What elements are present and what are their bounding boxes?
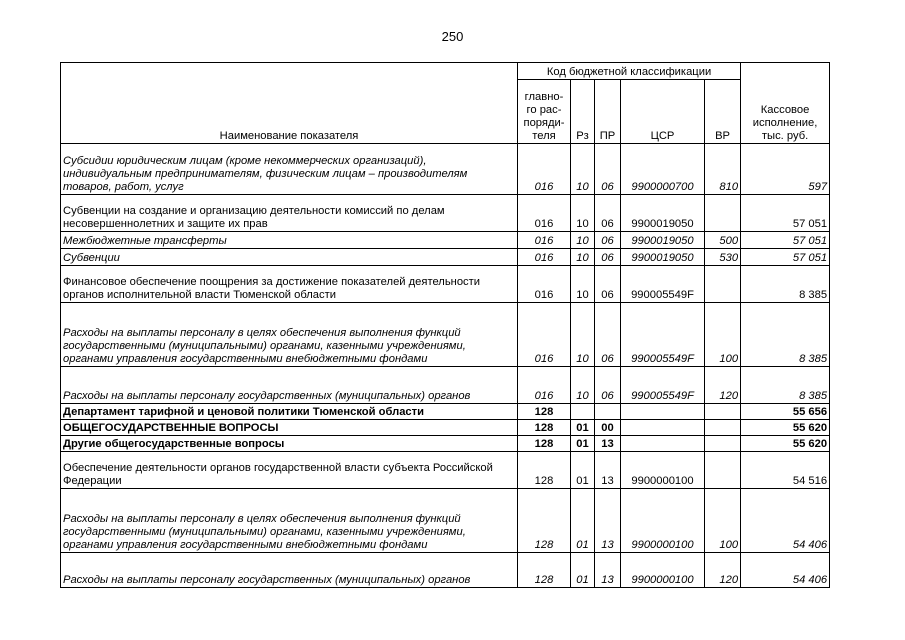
header-glavn-line-2: го рас-	[526, 104, 562, 116]
header-glavn-line-4: теля	[532, 130, 556, 142]
row-rz: 10	[571, 266, 595, 303]
header-name: Наименование показателя	[61, 63, 518, 144]
row-name: Расходы на выплаты персоналу государственных (муниципальных) органов	[61, 367, 518, 404]
row-rz: 10	[571, 303, 595, 367]
row-pr: 00	[595, 420, 621, 436]
row-amount: 54 406	[741, 489, 830, 553]
header-glavn-line-1: главно-	[524, 91, 564, 103]
row-glavn: 128	[518, 489, 571, 553]
row-glavn: 016	[518, 266, 571, 303]
row-csr: 9900000100	[621, 553, 705, 588]
row-vr	[705, 266, 741, 303]
header-amount-line-3: тыс. руб.	[761, 130, 809, 142]
table-row	[61, 144, 830, 195]
row-amount: 597	[741, 144, 830, 195]
row-csr: 9900019050	[621, 195, 705, 232]
row-rz: 10	[571, 232, 595, 249]
row-pr: 06	[595, 266, 621, 303]
row-rz: 01	[571, 436, 595, 452]
table-row	[61, 195, 830, 232]
table-row	[61, 436, 830, 452]
row-pr: 06	[595, 249, 621, 266]
row-vr: 810	[705, 144, 741, 195]
row-glavn: 016	[518, 249, 571, 266]
row-glavn: 128	[518, 404, 571, 420]
page-number: 250	[441, 29, 464, 44]
row-name: Расходы на выплаты персоналу в целях обеспечения выполнения функций государственными (муниципальными) органами, казенными учреждениями, органами управления государственными внебюджетными фондами	[61, 489, 518, 553]
row-csr: 990005549F	[621, 266, 705, 303]
table-row	[61, 404, 830, 420]
row-csr: 9900000700	[621, 144, 705, 195]
row-pr: 06	[595, 195, 621, 232]
row-glavn: 128	[518, 420, 571, 436]
row-csr	[621, 420, 705, 436]
row-amount: 55 620	[741, 420, 830, 436]
row-vr	[705, 452, 741, 489]
row-name: Субвенции	[61, 249, 518, 266]
row-vr	[705, 436, 741, 452]
header-vr: ВР	[705, 80, 741, 144]
row-pr	[595, 404, 621, 420]
row-glavn: 128	[518, 452, 571, 489]
row-rz: 10	[571, 249, 595, 266]
row-vr: 120	[705, 367, 741, 404]
row-amount: 54 516	[741, 452, 830, 489]
row-amount: 8 385	[741, 367, 830, 404]
header-amount-line-2: исполнение,	[752, 117, 818, 129]
row-pr: 13	[595, 489, 621, 553]
row-rz	[571, 404, 595, 420]
row-amount: 55 656	[741, 404, 830, 420]
header-rz: Рз	[571, 80, 595, 144]
row-name: Субвенции на создание и организацию деятельности комиссий по делам несовершеннолетних и защите их прав	[61, 195, 518, 232]
row-name: Расходы на выплаты персоналу в целях обеспечения выполнения функций государственными (муниципальными) органами, казенными учреждениями, органами управления государственными внебюджетными фондами	[61, 303, 518, 367]
table-row	[61, 303, 830, 367]
row-pr: 06	[595, 367, 621, 404]
row-amount: 55 620	[741, 436, 830, 452]
table-row	[61, 266, 830, 303]
row-vr: 530	[705, 249, 741, 266]
table-row	[61, 452, 830, 489]
table-row	[61, 367, 830, 404]
row-vr	[705, 404, 741, 420]
row-rz: 01	[571, 553, 595, 588]
row-name: ОБЩЕГОСУДАРСТВЕННЫЕ ВОПРОСЫ	[61, 420, 518, 436]
header-glavn	[518, 80, 571, 144]
row-vr: 100	[705, 303, 741, 367]
row-rz: 01	[571, 420, 595, 436]
budget-execution-table	[60, 62, 830, 588]
table-row	[61, 420, 830, 436]
header-amount	[741, 63, 830, 144]
table-row	[61, 489, 830, 553]
header-glavn-line-3: поряди-	[523, 117, 565, 129]
row-pr: 13	[595, 553, 621, 588]
row-amount: 57 051	[741, 249, 830, 266]
row-pr: 13	[595, 436, 621, 452]
row-rz: 10	[571, 367, 595, 404]
row-glavn: 016	[518, 232, 571, 249]
row-pr: 06	[595, 144, 621, 195]
row-rz: 01	[571, 452, 595, 489]
row-csr: 9900000100	[621, 489, 705, 553]
row-name: Межбюджетные трансферты	[61, 232, 518, 249]
row-vr	[705, 195, 741, 232]
header-row-1	[61, 63, 830, 80]
row-vr	[705, 420, 741, 436]
row-glavn: 016	[518, 303, 571, 367]
row-csr	[621, 404, 705, 420]
row-glavn: 016	[518, 367, 571, 404]
row-name: Другие общегосударственные вопросы	[61, 436, 518, 452]
row-csr: 9900000100	[621, 452, 705, 489]
row-csr: 990005549F	[621, 367, 705, 404]
row-pr: 06	[595, 303, 621, 367]
row-csr: 990005549F	[621, 303, 705, 367]
row-amount: 54 406	[741, 553, 830, 588]
row-name: Расходы на выплаты персоналу государственных (муниципальных) органов	[61, 553, 518, 588]
row-csr	[621, 436, 705, 452]
row-amount: 8 385	[741, 303, 830, 367]
row-name: Субсидии юридическим лицам (кроме некоммерческих организаций), индивидуальным предпринимателям, физическим лицам – производителям товаров, работ, услуг	[61, 144, 518, 195]
row-csr: 9900019050	[621, 232, 705, 249]
row-csr: 9900019050	[621, 249, 705, 266]
row-glavn: 016	[518, 195, 571, 232]
row-vr: 100	[705, 489, 741, 553]
row-rz: 10	[571, 144, 595, 195]
row-glavn: 128	[518, 553, 571, 588]
table-row	[61, 232, 830, 249]
row-name: Департамент тарифной и ценовой политики Тюменской области	[61, 404, 518, 420]
row-name: Обеспечение деятельности органов государственной власти субъекта Российской Федерации	[61, 452, 518, 489]
table-row	[61, 553, 830, 588]
row-pr: 13	[595, 452, 621, 489]
table-row	[61, 249, 830, 266]
row-glavn: 128	[518, 436, 571, 452]
header-classification-group: Код бюджетной классификации	[518, 63, 741, 80]
row-pr: 06	[595, 232, 621, 249]
row-glavn: 016	[518, 144, 571, 195]
row-name: Финансовое обеспечение поощрения за достижение показателей деятельности органов исполнительной власти Тюменской области	[61, 266, 518, 303]
row-amount: 8 385	[741, 266, 830, 303]
header-csr: ЦСР	[621, 80, 705, 144]
row-rz: 01	[571, 489, 595, 553]
row-rz: 10	[571, 195, 595, 232]
row-vr: 120	[705, 553, 741, 588]
row-vr: 500	[705, 232, 741, 249]
header-pr: ПР	[595, 80, 621, 144]
row-amount: 57 051	[741, 232, 830, 249]
header-amount-line-1: Кассовое	[760, 104, 810, 116]
row-amount: 57 051	[741, 195, 830, 232]
